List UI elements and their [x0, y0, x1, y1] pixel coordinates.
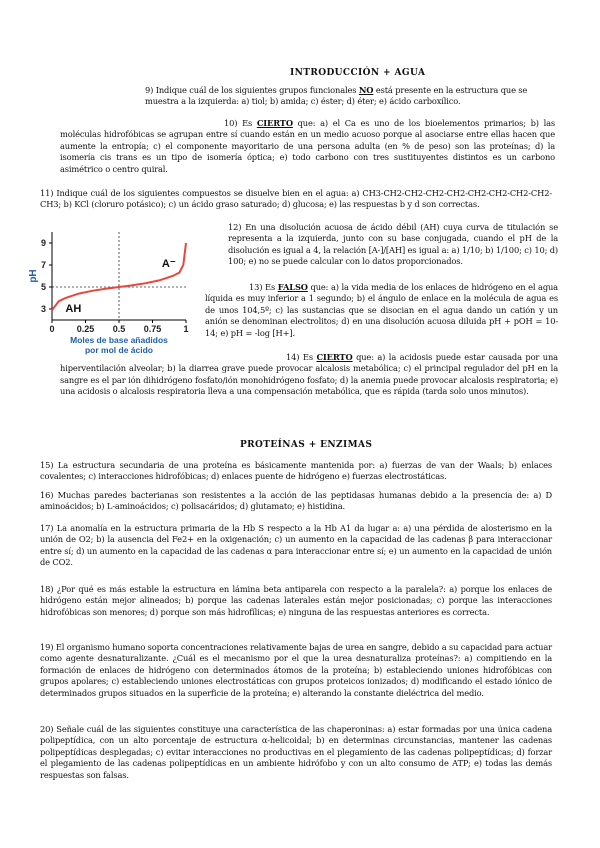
question-20: 20) Señale cuál de las siguientes constituye una característica de las chaperoninas: a) estar formadas por una única cadena polipeptídica, con un alto porcentaje de estructura α-helicoidal; b) en determinas circunstancias, mantener las cadenas polipeptídicas desplegadas; c) evitar interacciones no productivas en el plegamiento de las cadenas polipeptídicas; d) forzar el plegamiento de las cadenas polipeptídicas en un ambiente hidrófobo y con un alto consumo de ATP; e) todas las demás respuestas son falsas. [40, 724, 552, 780]
x-tick-label: 0.25 [76, 324, 95, 334]
question-14: 14) Es CIERTO que: a) la acidosis puede estar causada por una hiperventilación alveolar; b) la diarrea grave puede provocar alcalosis metabólica; c) el principal regulador del pH en la sangre es el par ión dihidrógeno fosfato/ión monohidrógeno fosfato; d) la anemia puede provocar alcalosis respiratoria; e) una acidosis o alcalosis respiratoria lleva a una compensación metabólica, que es rápida (tarda solo unos minutos). [60, 352, 558, 397]
question-9: 9) Indique cuál de los siguientes grupos funcionales NO está presente en la estructura que se muestra a la izquierda: a) tiol; b) amida; c) éster; d) éter; e) ácido carboxílico. [145, 85, 528, 107]
x-tick-label: 0.5 [112, 324, 126, 334]
question-15: 15) La estructura secundaria de una proteína es básicamente mantenida por: a) fuerzas de van der Waals; b) enlaces covalentes; c) interacciones hidrofóbicas; d) enlaces puente de hidrógeno e) fuerzas electrostáticas. [40, 460, 552, 482]
y-tick-label: 5 [40, 282, 46, 292]
y-tick-label: 7 [40, 260, 46, 270]
label-acid-ah: AH [65, 303, 82, 315]
question-13: 13) Es FALSO que: a) la vida media de los enlaces de hidrógeno en el agua líquida es muy inferior a 1 segundo; b) el ángulo de enlace en la molécula de agua es de unos 104,5º; c) las sustancias que se disocian en el agua dando un catión y un anión se denominan electrolitos; d) en una disolución acuosa diluida pH + pOH = 10-14; e) pH = -log [H+]. [205, 282, 558, 338]
question-11: 11) Indique cuál de los siguientes compuestos se disuelve bien en el agua: a) CH3-CH2-CH2-CH2-CH2-CH2-CH2-CH2-CH2-CH3; b) KCl (cloruro potásico); c) un ácido graso saturado; d) glucosa; e) las respuestas b y d son correctas. [40, 188, 552, 210]
y-tick-label: 9 [40, 238, 46, 248]
x-tick-label: 0.75 [143, 324, 162, 334]
section-title-proteins: PROTEÍNAS + ENZIMAS [240, 440, 373, 450]
x-axis-label-line1: Moles de base añadidos [70, 335, 168, 345]
titration-chart [28, 226, 203, 366]
x-axis-label-line2: por mol de ácido [84, 345, 154, 355]
y-axis-label: pH [28, 269, 39, 283]
x-tick-label: 0 [49, 324, 55, 334]
titration-chart-svg [28, 226, 203, 366]
question-16: 16) Muchas paredes bacterianas son resistentes a la acción de las peptidasas humanas debido a la presencia de: a) D aminoácidos; b) L-aminoácidos; c) polisacáridos; d) glutamato; e) histidina. [40, 490, 552, 512]
question-18: 18) ¿Por qué es más estable la estructura en lámina beta antiparela con respecto a la paralela?: a) porque los enlaces de hidrógeno están mejor alineados; b) porque las cadenas laterales están mejor posicionadas; c) porque las interacciones hidrofóbicas son menores; d) porque son más hidrofílicas; e) ninguna de las respuestas anteriores es correcta. [40, 584, 552, 617]
label-base-a-minus: A⁻ [161, 258, 176, 271]
question-17: 17) La anomalía en la estructura primaria de la Hb S respecto a la Hb A1 da lugar a: a) una pérdida de alosterismo en la unión de O2; b) la ausencia del Fe2+ en la oxigenación; c) un aumento en la capacidad de las cadenas β para interaccionar entre sí; d) un aumento en la capacidad de las cadenas α para interaccionar entre sí; e) un aumento en la capacidad de unión de CO2. [40, 523, 552, 568]
y-tick-label: 3 [40, 304, 46, 314]
section-title-intro: INTRODUCCIÓN + AGUA [290, 68, 426, 78]
question-10: 10) Es CIERTO que: a) el Ca es uno de los bioelementos primarios; b) las moléculas hidrofóbicas se agrupan entre sí cuando están en un medio acuoso porque al asociarse entre ellas hacen que aumente la entropía; c) el componente mayoritario de una persona adulta (en % de peso) son las proteínas; d) la isomería cis trans es un tipo de isomería óptica; e) todo carbono con tres sustituyentes distintos es un carbono asimétrico o centro quiral. [60, 118, 555, 174]
x-tick-label: 1 [183, 324, 189, 334]
question-19: 19) El organismo humano soporta concentraciones relativamente bajas de urea en sangre, debido a su capacidad para actuar como agente desnaturalizante. ¿Cuál es el mecanismo por el que la urea desnaturaliza proteínas?: a) compitiendo en la formación de enlaces de hidrógeno con determinados átomos de la proteína; b) estableciendo uniones hidrofóbicas con grupos apolares; c) estableciendo uniones electrostáticas con grupos proteicos ionizados; d) modificando el estado iónico de determinados grupos situados en la superficie de la proteína; e) alterando la constante dieléctrica del medio. [40, 642, 552, 698]
question-12: 12) En una disolución acuosa de ácido débil (AH) cuya curva de titulación se representa a la izquierda, junto con su base conjugada, cuando el pH de la disolución es igual a 4, la relación [A-]/[AH] es igual a: a) 1/10; b) 1/100; c) 10; d) 100; e) no se puede calcular con lo datos proporcionados. [228, 222, 558, 267]
